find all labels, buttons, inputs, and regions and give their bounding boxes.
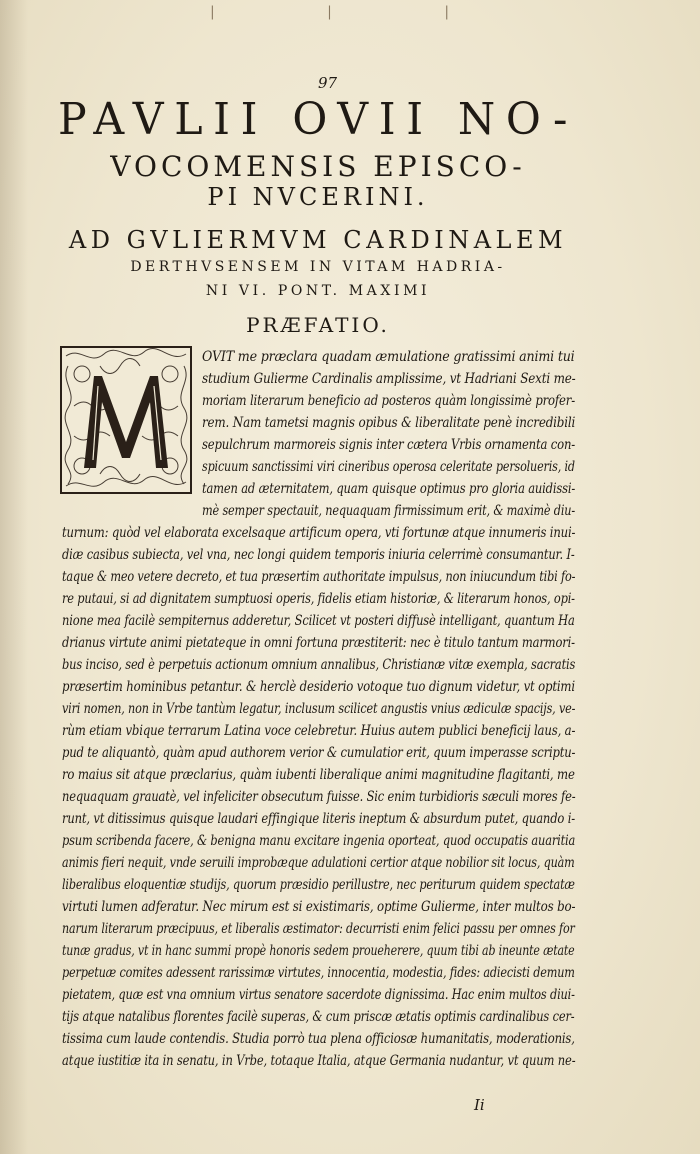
- body-line: pud te aliquantò, quàm apud authorem verior & cumulatior erit, quum imperasse scriptu-: [62, 745, 576, 761]
- body-line: ro maius sit atque præclarius, quàm iubenti liberalique animi magnitudine flagitanti, me: [62, 767, 575, 783]
- body-line: rùm etiam vbique terrarum Latina voce celebretur. Huius autem publici beneficij laus, a-: [62, 723, 576, 739]
- body-line: moriam literarum beneficio ad posteros quàm longissimè profer-: [202, 393, 575, 409]
- body-line: taque & meo vetere decreto, et tua præsertim authoritate impulsus, non iniucundum tibi fo-: [62, 569, 576, 585]
- body-line: tunæ gradus, vt in hanc summi propè honoris sedem proueherere, quum tibi ab ineunte ætate: [62, 943, 575, 959]
- body-line: nequaquam grauatè, vel infeliciter obsecutum fuisse. Sic enim turbidioris sæculi mores fe-: [62, 789, 576, 805]
- body-line: spicuum sanctissimi viri cineribus operosa celeritate persolueris, id: [202, 459, 575, 475]
- body-line: atque iustitiæ ita in senatu, in Vrbe, totaque Italia, atque Germania nudantur, vt quum ne-: [62, 1053, 576, 1069]
- body-line: psum scribenda facere, & benigna manu excitare ingenia oporteat, quod occupatis auaritia: [62, 833, 576, 849]
- page-number: 97: [318, 74, 338, 92]
- body-line: narum literarum præcipuus, et liberalis æstimator: decurristi enim felici passu per omnes for: [62, 921, 575, 937]
- body-line: rem. Nam tametsi magnis opibus & liberalitate penè incredibili: [202, 415, 576, 431]
- decorated-initial-ornament: [60, 346, 192, 494]
- body-line: liberalibus eloquentiæ studijs, quorum præsidio perillustre, nec periturum quidem spectatæ: [62, 877, 575, 893]
- body-line: virtuti lumen adferatur. Nec mirum est si existimaris, optime Gulierme, inter multos bo-: [62, 899, 576, 915]
- body-line: mè semper spectauit, nequaquam firmissimum erit, & maximè diu-: [202, 503, 575, 519]
- edge-marks: | | |: [210, 4, 504, 20]
- body-line: præsertim hominibus petantur. & herclè desiderio votoque tuo dignum videtur, vt optimi: [62, 679, 575, 695]
- body-line: tamen ad æternitatem, quam quisque optimus pro gloria auidissi-: [202, 481, 576, 497]
- body-line: re putaui, si ad dignitatem sumptuosi operis, fidelis etiam historiæ, & literarum honos, opi-: [62, 591, 575, 607]
- body-line: OVIT me præclara quadam æmulatione gratissimi animi tui: [202, 349, 575, 365]
- body-line: viri nomen, non in Vrbe tantùm legatur, inclusum scilicet angustis vnius ædiculæ spacijs, ve-: [62, 701, 576, 717]
- body-line: nione mea facilè sempiternus adderetur, Scilicet vt posteri diffusè intelligant, quantum Ha: [62, 613, 575, 629]
- body-line: tijs atque natalibus florentes facilè superas, & cum priscæ ætatis optimis cardinalibus cer-: [62, 1009, 575, 1025]
- body-line: pietatem, quæ est vna omnium virtus senatore sacerdote dignissima. Hac enim multos diui-: [62, 987, 575, 1003]
- heading-line-4: AD GVLIERMVM CARDINALEM: [68, 226, 568, 254]
- catchword: Ii: [474, 1096, 485, 1114]
- heading-line-5: DERTHVSENSEM IN VITAM HADRIA-: [130, 259, 506, 275]
- body-line: drianus virtute animi pietateque in omni fortuna præstiterit: nec è titulo tantum marmori-: [62, 635, 575, 651]
- body-line: turnum: quòd vel elaborata excelsaque artificum opera, vti fortunæ atque innumeris inui-: [62, 525, 576, 541]
- section-title: PRÆFATIO.: [246, 313, 390, 337]
- gutter-shadow: [0, 0, 28, 1154]
- heading-line-1: PAVLII OVII NO-: [58, 94, 579, 145]
- body-line: sepulchrum marmoreis signis inter cætera Vrbis ornamenta con-: [202, 437, 576, 453]
- heading-line-3: PI NVCERINI.: [207, 183, 429, 211]
- body-line: tissima cum laude contendis. Studia porrò tua plena officiosæ humanitatis, moderationis,: [62, 1031, 575, 1047]
- body-line: animis fieri nequit, vnde seruili improbæque adulationi certior atque nobilior sit locus, quàm: [62, 855, 575, 871]
- body-line: diæ casibus subiecta, vel vna, nec longi quidem temporis iniuria celerrimè consumantur. I-: [62, 547, 575, 563]
- body-line: runt, vt ditissimus quisque laudari effingique literis ineptum & absurdum putet, quando i-: [62, 811, 576, 827]
- decorated-initial: [60, 346, 192, 494]
- body-line: perpetuæ comites adessent rarissimæ virtutes, innocentia, modestia, fides: adiecisti demum: [62, 965, 575, 981]
- body-line: bus inciso, sed è perpetuis actionum omnium annalibus, Christianæ vitæ exempla, sacratis: [62, 657, 576, 673]
- heading-line-6: NI VI. PONT. MAXIMI: [205, 283, 431, 299]
- heading-line-2: VOCOMENSIS EPISCO-: [110, 150, 526, 183]
- body-line: studium Gulierme Cardinalis amplissime, vt Hadriani Sexti me-: [202, 371, 576, 387]
